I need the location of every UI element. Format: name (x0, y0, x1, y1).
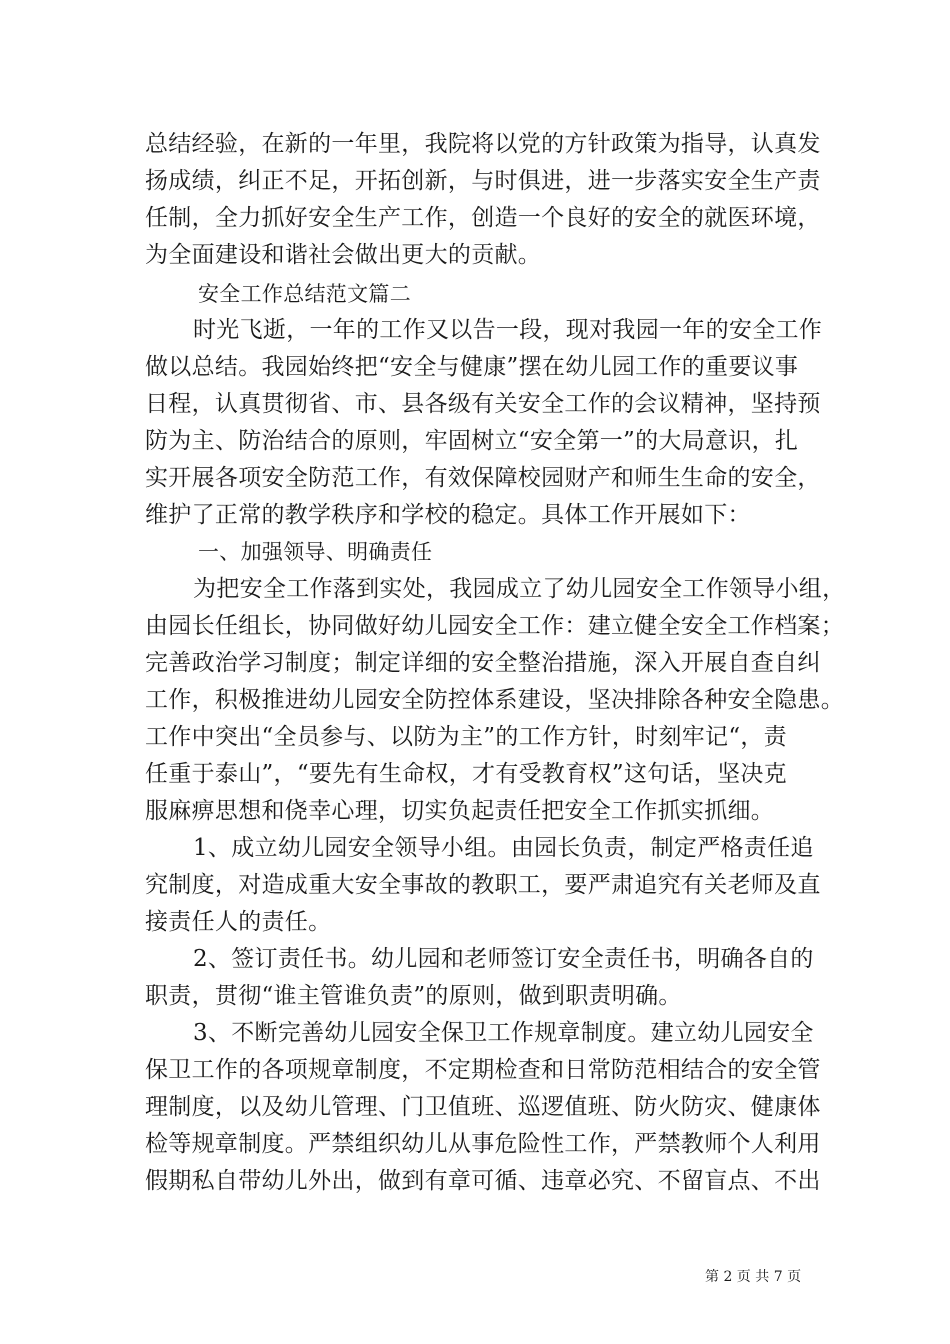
section-title: 安全工作总结范文篇二 (198, 282, 411, 306)
section-heading: 一、加强领导、明确责任 (198, 540, 433, 564)
body-text-line: 为把安全工作落到实处，我园成立了幼儿园安全工作领导小组， (193, 576, 846, 602)
body-text-line: 接责任人的责任。 (145, 909, 332, 935)
body-text-line: 时光飞逝，一年的工作又以告一段，现对我园一年的安全工作 (193, 317, 823, 343)
body-text-line: 由园长任组长，协同做好幼儿园安全工作：建立健全安全工作档案； (145, 613, 844, 639)
body-text-line: 做以总结。我园始终把“安全与健康”摆在幼儿园工作的重要议事 (145, 354, 799, 380)
body-text-line: 假期私自带幼儿外出，做到有章可循、违章必究、不留盲点、不出 (145, 1168, 821, 1194)
body-text-line: 维护了正常的教学秩序和学校的稳定。具体工作开展如下： (145, 502, 751, 528)
body-text-line: 保卫工作的各项规章制度，不定期检查和日常防范相结合的安全管 (145, 1057, 821, 1083)
body-text-line: 任重于泰山”，“要先有生命权，才有受教育权”这句话，坚决克 (145, 761, 787, 787)
body-text-line: 理制度，以及幼儿管理、门卫值班、巡逻值班、防火防灾、健康体 (145, 1094, 821, 1120)
body-text-line: 任制，全力抓好安全生产工作，创造一个良好的安全的就医环境， (145, 205, 821, 231)
body-text-line: 职责，贯彻“谁主管谁负责”的原则，做到职责明确。 (145, 983, 682, 1009)
body-text-line: 完善政治学习制度；制定详细的安全整治措施，深入开展自查自纠 (145, 650, 821, 676)
body-text-line: 工作，积极推进幼儿园安全防控体系建设，坚决排除各种安全隐患。 (145, 687, 844, 713)
body-text-line: 为全面建设和谐社会做出更大的贡献。 (145, 242, 542, 268)
body-text-line: 扬成绩，纠正不足，开拓创新，与时俱进，进一步落实安全生产责 (145, 168, 821, 194)
body-text-line: 究制度，对造成重大安全事故的教职工，要严肃追究有关老师及直 (145, 872, 821, 898)
body-text-line: 2、签订责任书。幼儿园和老师签订安全责任书，明确各自的 (193, 946, 814, 972)
body-text-line: 防为主、防治结合的原则，牢固树立“安全第一”的大局意识，扎 (145, 428, 799, 454)
body-text-line: 实开展各项安全防范工作，有效保障校园财产和师生生命的安全， (145, 465, 821, 491)
body-text-line: 总结经验，在新的一年里，我院将以党的方针政策为指导，认真发 (145, 131, 821, 157)
body-text-line: 检等规章制度。严禁组织幼儿从事危险性工作，严禁教师个人利用 (145, 1131, 821, 1157)
body-text-line: 日程，认真贯彻省、市、县各级有关安全工作的会议精神，坚持预 (145, 391, 821, 417)
page-number: 第 2 页 共 7 页 (705, 1269, 802, 1285)
body-text-line: 1、成立幼儿园安全领导小组。由园长负责，制定严格责任追 (193, 835, 814, 861)
body-text-line: 3、不断完善幼儿园安全保卫工作规章制度。建立幼儿园安全 (193, 1020, 814, 1046)
body-text-line: 服麻痹思想和侥幸心理，切实负起责任把安全工作抓实抓细。 (145, 798, 775, 824)
body-text-line: 工作中突出“全员参与、以防为主”的工作方针，时刻牢记“，责 (145, 724, 787, 750)
